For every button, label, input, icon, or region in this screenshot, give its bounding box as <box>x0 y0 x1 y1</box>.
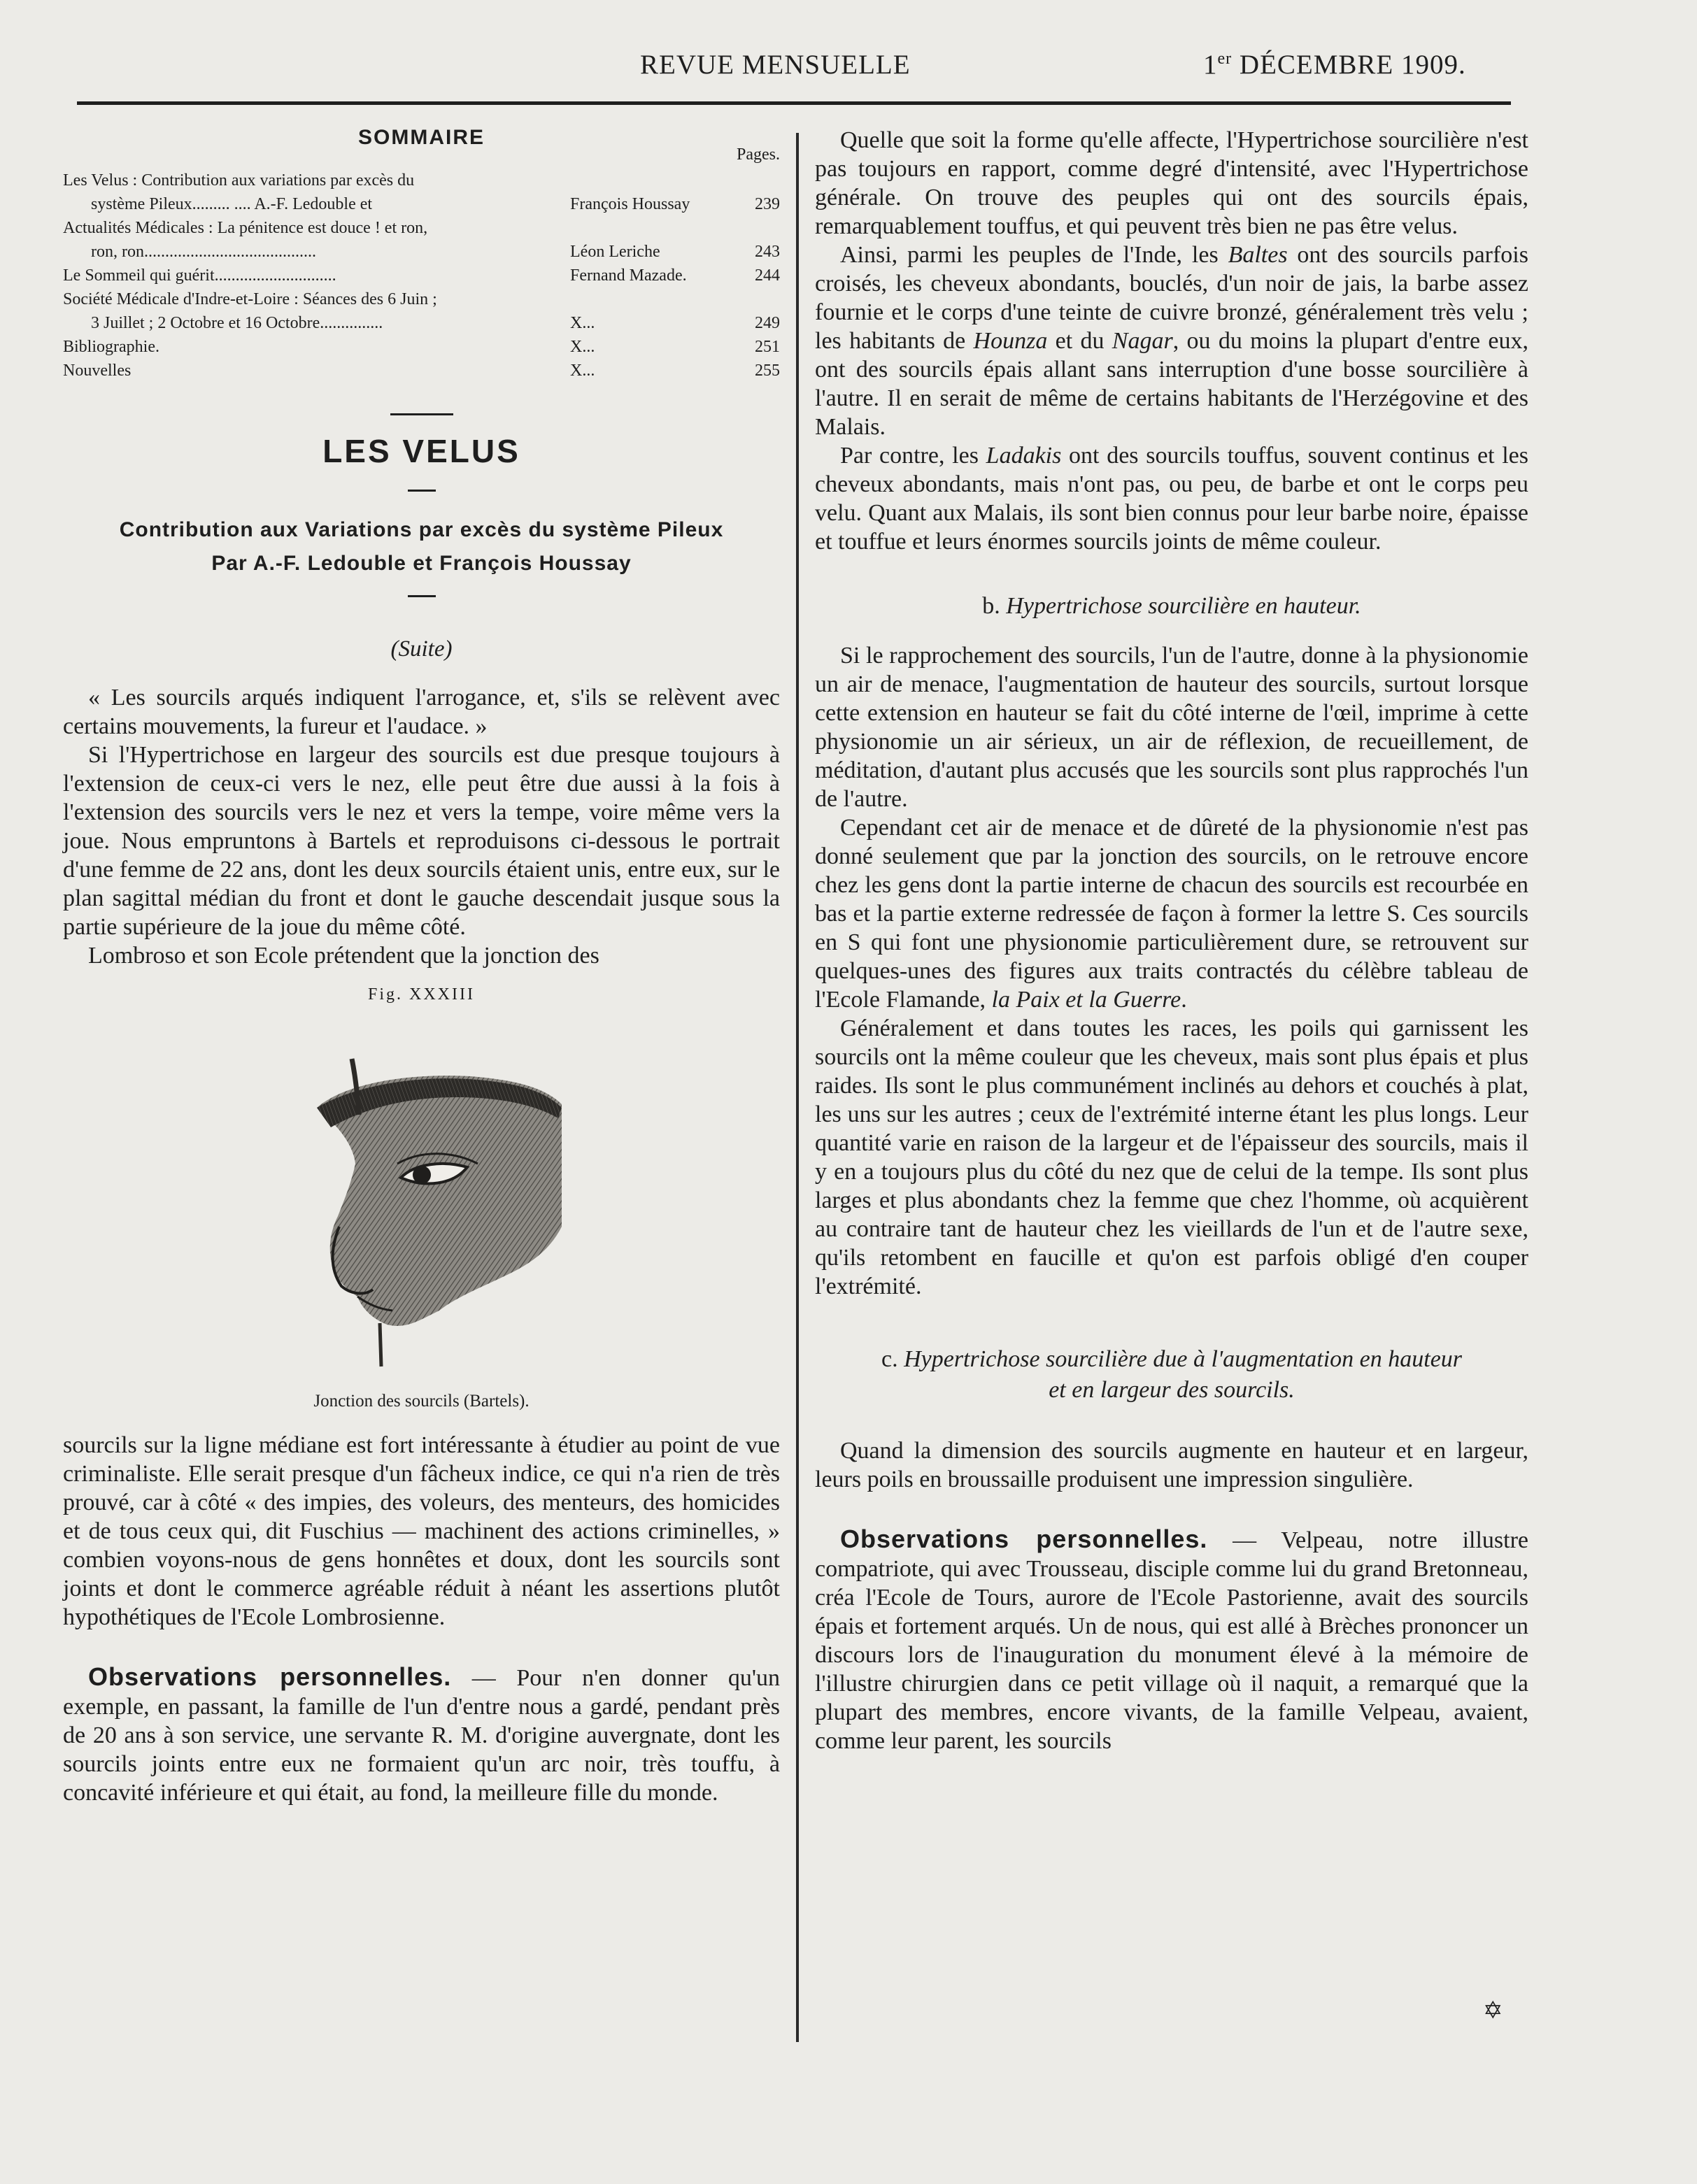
section-rule <box>390 413 453 415</box>
paragraph: Quelle que soit la forme qu'elle affecte, l'Hypertrichose sourcilière n'est pas toujours en rapport, comme degré d'intensité, avec l'Hypertrichose générale. On trouve des peuples qui ont des sourcils épais, remarquablement touffus, et qui peuvent très bien ne pas être velus. <box>815 127 1528 239</box>
toc-row: Nouvelles X... 255 <box>63 362 780 380</box>
paragraph: Si le rapprochement des sourcils, l'un de l'autre, donne à la physionomie un air de menace, l'augmentation de hauteur des sourcils, surtout lorsque cette extension en hauteur se fait du côté interne de l'œil, imprime à cette physionomie un air sérieux, un air de réflexion, de recueillement, de méditation, d'autant plus accusés que les sourcils sont plus rapprochés l'un de l'autre. <box>815 643 1528 812</box>
paragraph: Si l'Hypertrichose en largeur des sourcils est due presque toujours à l'extension de ceux-ci vers le nez, elle peut être due aussi à la fois à l'extension des sourcils vers le nez et vers la tempe, voire même vers la joue. Nous empruntons à Bartels et reproduisons ci-dessous le portrait d'une femme de 22 ans, dont les deux sourcils étaient unis, entre eux, sur le plan sagittal médian du front et dont le gauche descendait jusque sous la partie supérieure de la joue du même côté. <box>63 742 780 940</box>
figure-caption: Jonction des sourcils (Bartels). <box>313 1392 530 1411</box>
left-column <box>63 126 780 1807</box>
portrait-illustration <box>275 1017 569 1380</box>
section-c-heading: c. Hypertrichose sourcilière due à l'augmentation en hauteur et en largeur des sourcils. <box>881 1346 1463 1403</box>
table-of-contents <box>63 169 780 383</box>
title-rule <box>408 490 436 492</box>
paragraph: Généralement et dans toutes les races, les poils qui garnissent les sourcils ont la même couleur que les cheveux, mais sont plus épais et plus raides. Ils sont le plus communément inclinés au dehors et couchés à plat, les uns sur les autres ; ceux de l'extrémité interne étant les plus longs. Leur quantité varie en raison de la largeur et de l'épaisseur des sourcils, mais il y en a toujours plus du côté du nez que de celui de la tempe. Ils sont plus larges et plus abondants chez la femme que chez l'homme, où acquièrent au contraire tant de hauteur chez les vieillards de l'un et de l'autre sexe, qu'ils retombent en faucille et qu'on est parfois obligé d'en couper l'extrémité. <box>815 1015 1528 1299</box>
running-head-journal: REVUE MENSUELLE <box>640 50 911 80</box>
paragraph: sourcils sur la ligne médiane est fort intéressante à étudier au point de vue criminaliste. Elle serait presque d'un fâcheux indice, ce qui n'a rien de très prouvé, car à côté « des impies, des voleurs, des menteurs, des homicides et de tous ceux qui, dit Fuschius — machinent des actions criminelles, » combien voyons-nous de gens honnêtes et doux, dont les sourcils sont joints et dont le commerce agréable réduit à néant les assertions plutôt hypothétiques de l'Ecole Lombrosienne. <box>63 1432 780 1630</box>
sommaire-title: SOMMAIRE <box>358 126 485 149</box>
toc-row: 3 Juillet ; 2 Octobre et 16 Octobre............... X... 249 <box>91 314 780 332</box>
paragraph: Lombroso et son Ecole prétendent que la jonction des <box>88 943 599 969</box>
paragraph: Cependant cet air de menace et de dûreté de la physionomie n'est pas donné seulement que par la jonction des sourcils, on le retrouve encore chez les gens dont la partie interne de chacun des sourcils est recourbée en bas et la partie externe redressée de façon à former la lettre S. Ces sourcils en S qui font une physionomie particulièrement dure, se retrouvent sur quelques-unes des figures aux traits contractés du célèbre tableau de l'Ecole Flamande, la Paix et la Guerre. <box>815 815 1528 1013</box>
article-subtitle: Contribution aux Variations par excès du système Pileux <box>119 518 724 541</box>
column-rule <box>796 133 799 2042</box>
figure-label: Fig. XXXIII <box>368 985 475 1004</box>
toc-row: Société Médicale d'Indre-et-Loire : Séances des 6 Juin ; <box>63 290 437 308</box>
suite-label: (Suite) <box>390 636 453 662</box>
byline-rule <box>408 595 436 597</box>
toc-row: Actualités Médicales : La pénitence est douce ! et ron, <box>63 219 428 237</box>
observations-heading: Observations personnelles. <box>840 1525 1208 1553</box>
observations-paragraph: Observations personnelles. — Velpeau, notre illustre compatriote, qui avec Trousseau, disciple comme lui du grand Bretonneau, créa l'Ecole de Tours, aurore de l'Ecole Pastorienne, avait des sourcils épais et fortement arqués. Un de nous, qui est allé à Brèches prononcer un discours lors de l'inauguration du monument élevé à la mémoire de l'illustre chirurgien dans ce petit village où il naquit, a remarqué que la plupart des membres, encore vivants, de la famille Velpeau, avaient, comme leur parent, les sourcils <box>815 1525 1528 1754</box>
pages-label: Pages. <box>737 145 780 164</box>
right-column <box>815 126 1528 1755</box>
paragraph: Ainsi, parmi les peuples de l'Inde, les Baltes ont des sourcils parfois croisés, les cheveux abondants, bouclés, d'un noir de jais, la barbe assez fournie et le corps d'une teinte de cuivre bronzé, généralement très velu ; les habitants de Hounza et du Nagar, ou du moins la plupart d'entre eux, ont des sourcils épais allant sans interruption d'une bosse sourcilière à l'autre. Il en serait de même de certains habitants de l'Herzégovine et des Malais. <box>815 242 1528 440</box>
paragraph: Quand la dimension des sourcils augmente en hauteur et en largeur, leurs poils en broussaille produisent une impression singulière. <box>815 1438 1528 1492</box>
header-rule <box>77 101 1511 105</box>
section-b-heading: b. Hypertrichose sourcilière en hauteur. <box>982 593 1361 619</box>
observations-paragraph: Observations personnelles. — Pour n'en donner qu'un exemple, en passant, la famille de l'un d'entre nous a gardé, pendant près de 20 ans à son service, une servante R. M. d'origine auvergnate, dont les sourcils joints entre eux ne formaient qu'un arc noir, très touffu, à concavité inférieure et qui était, au fond, la meilleure fille du monde. <box>63 1662 780 1806</box>
end-ornament: ✡ <box>1483 1998 1503 2024</box>
toc-row: Bibliographie. X... 251 <box>63 338 780 356</box>
article-title: LES VELUS <box>322 433 520 469</box>
toc-row: ron, ron......................................... Léon Leriche 243 <box>91 243 780 261</box>
toc-row: système Pileux......... .... A.-F. Ledouble et François Houssay 239 <box>91 195 780 213</box>
running-head-date: 1er DÉCEMBRE 1909. <box>1203 50 1466 80</box>
toc-row: Les Velus : Contribution aux variations par excès du <box>63 171 415 190</box>
toc-row: Le Sommeil qui guérit............................. Fernand Mazade. 244 <box>63 266 780 285</box>
paragraph: « Les sourcils arqués indiquent l'arrogance, et, s'ils se relèvent avec certains mouvements, la fureur et l'audace. » <box>63 685 780 739</box>
paragraph: Par contre, les Ladakis ont des sourcils touffus, souvent continus et les cheveux abondants, mais n'ont pas, ou peu, de barbe et ont le corps peu velu. Quant aux Malais, ils sont bien connus pour leur barbe noire, épaisse et touffue et leurs énormes sourcils joints de même couleur. <box>815 443 1528 555</box>
observations-heading: Observations personnelles. <box>88 1662 452 1691</box>
article-byline: Par A.-F. Ledouble et François Houssay <box>211 552 632 575</box>
